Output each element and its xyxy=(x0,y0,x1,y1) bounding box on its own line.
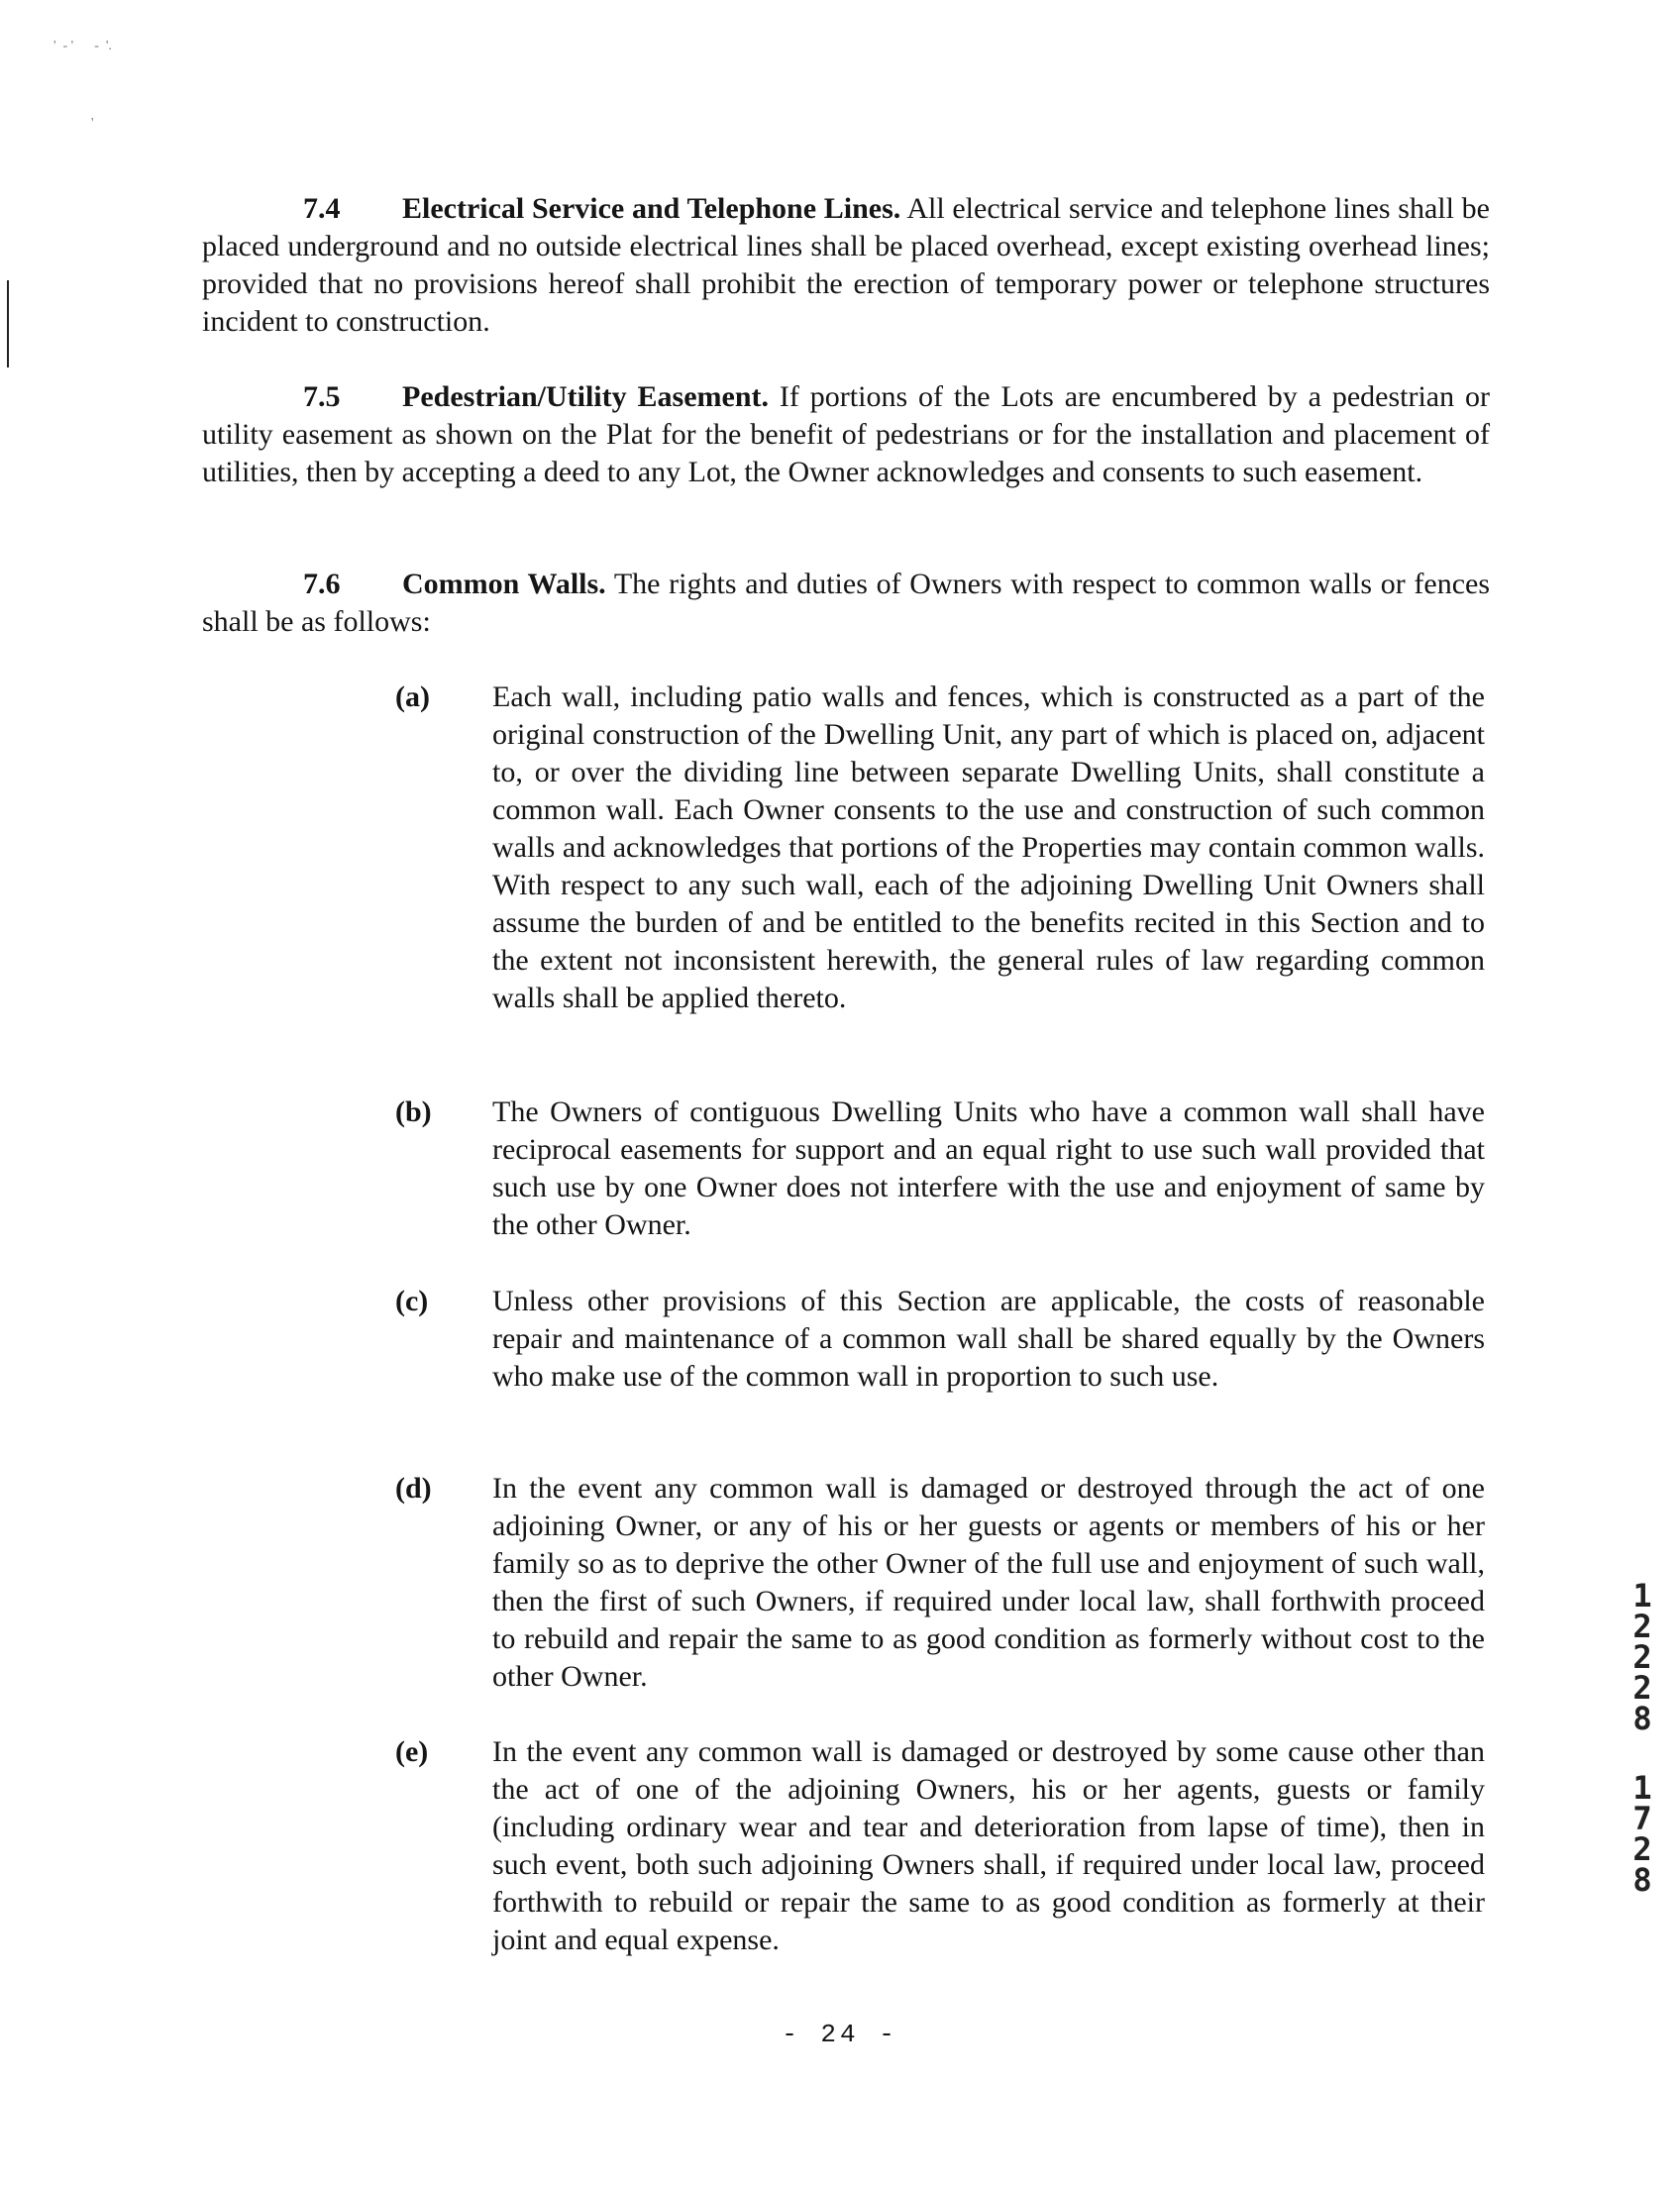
subsection-text: Unless other provisions of this Section are applicable, the costs of reasonable repair and maintenance of a common wall shall be shared equally by the Owners who make use of the common wall in proportion to such use. xyxy=(492,1285,1485,1393)
section-title: Pedestrian/Utility Easement. xyxy=(402,380,770,413)
subsection-text: In the event any common wall is damaged or destroyed through the act of one adjoining Owner, or any of his or her guests or agents or members of his or her family so as to deprive the other Owner of the full use and enjoyment of such wall, then the first of such Owners, if required under local law, shall forthwith proceed to rebuild and repair the same to as good condition as formerly without cost to the other Owner. xyxy=(492,1472,1485,1693)
scan-speck-dot: ' xyxy=(91,116,94,131)
subsection-label: (a) xyxy=(395,680,430,713)
section-number: 7.5 xyxy=(303,380,341,413)
subsection-text: The Owners of contiguous Dwelling Units who have a common wall shall have reciprocal easements for support and an equal right to use such wall provided that such use by one Owner does not interfere with the use and enjoyment of same by the other Owner. xyxy=(492,1095,1485,1241)
section-body: The rights and duties of Owners with respect to common walls or fences shall be as follows: xyxy=(202,568,1490,638)
subsection-text: In the event any common wall is damaged or destroyed by some cause other than the act of one of the adjoining Owners, his or her agents, guests or family (including ordinary wear and tear and deterioration from lapse of time), then in such event, both such adjoining Owners shall, if required under local law, proceed forthwith to rebuild or repair the same to as good condition as formerly at their joint and equal expense. xyxy=(492,1735,1485,1956)
recording-stamp-upper: 12228 xyxy=(1632,1577,1652,1737)
section-body: All electrical service and telephone lines shall be placed underground and no outside electrical lines shall be placed overhead, except existing overhead lines; provided that no provisions hereof shall prohibit the erection of temporary power or telephone structures incident to construction. xyxy=(202,192,1490,338)
subsection-label: (b) xyxy=(395,1095,432,1128)
section-number: 7.6 xyxy=(303,568,341,600)
scan-speck-marks: ' - ' - '. xyxy=(53,39,112,53)
section-title: Common Walls. xyxy=(402,568,606,600)
section-7-5 xyxy=(202,378,1490,491)
section-body: If portions of the Lots are encumbered by a pedestrian or utility easement as shown on the Plat for the benefit of pedestrians or for the installation and placement of utilities, then by accepting a deed to any Lot, the Owner acknowledges and consents to such easement. xyxy=(202,380,1491,488)
section-number: 7.4 xyxy=(303,192,341,225)
margin-line xyxy=(7,280,9,367)
section-title: Electrical Service and Telephone Lines. xyxy=(402,192,901,225)
subsection-text: Each wall, including patio walls and fences, which is constructed as a part of the original construction of the Dwelling Unit, any part of which is placed on, adjacent to, or over the dividing line between separate Dwelling Units, shall constitute a common wall. Each Owner consents to the use and construction of such common walls and acknowledges that portions of the Properties may contain common walls. With respect to any such wall, each of the adjoining Dwelling Unit Owners shall assume the burden of and be entitled to the benefits recited in this Section and to the extent not inconsistent herewith, the general rules of law regarding common walls shall be applied thereto. xyxy=(492,680,1485,1014)
subsection-label: (c) xyxy=(395,1285,429,1317)
subsection-label: (d) xyxy=(395,1472,432,1505)
page-number: - 24 - xyxy=(782,2020,898,2049)
section-7-4 xyxy=(202,190,1490,341)
subsection-label: (e) xyxy=(395,1735,429,1768)
section-7-6 xyxy=(202,566,1490,641)
recording-stamp-lower: 1728 xyxy=(1632,1769,1652,1899)
